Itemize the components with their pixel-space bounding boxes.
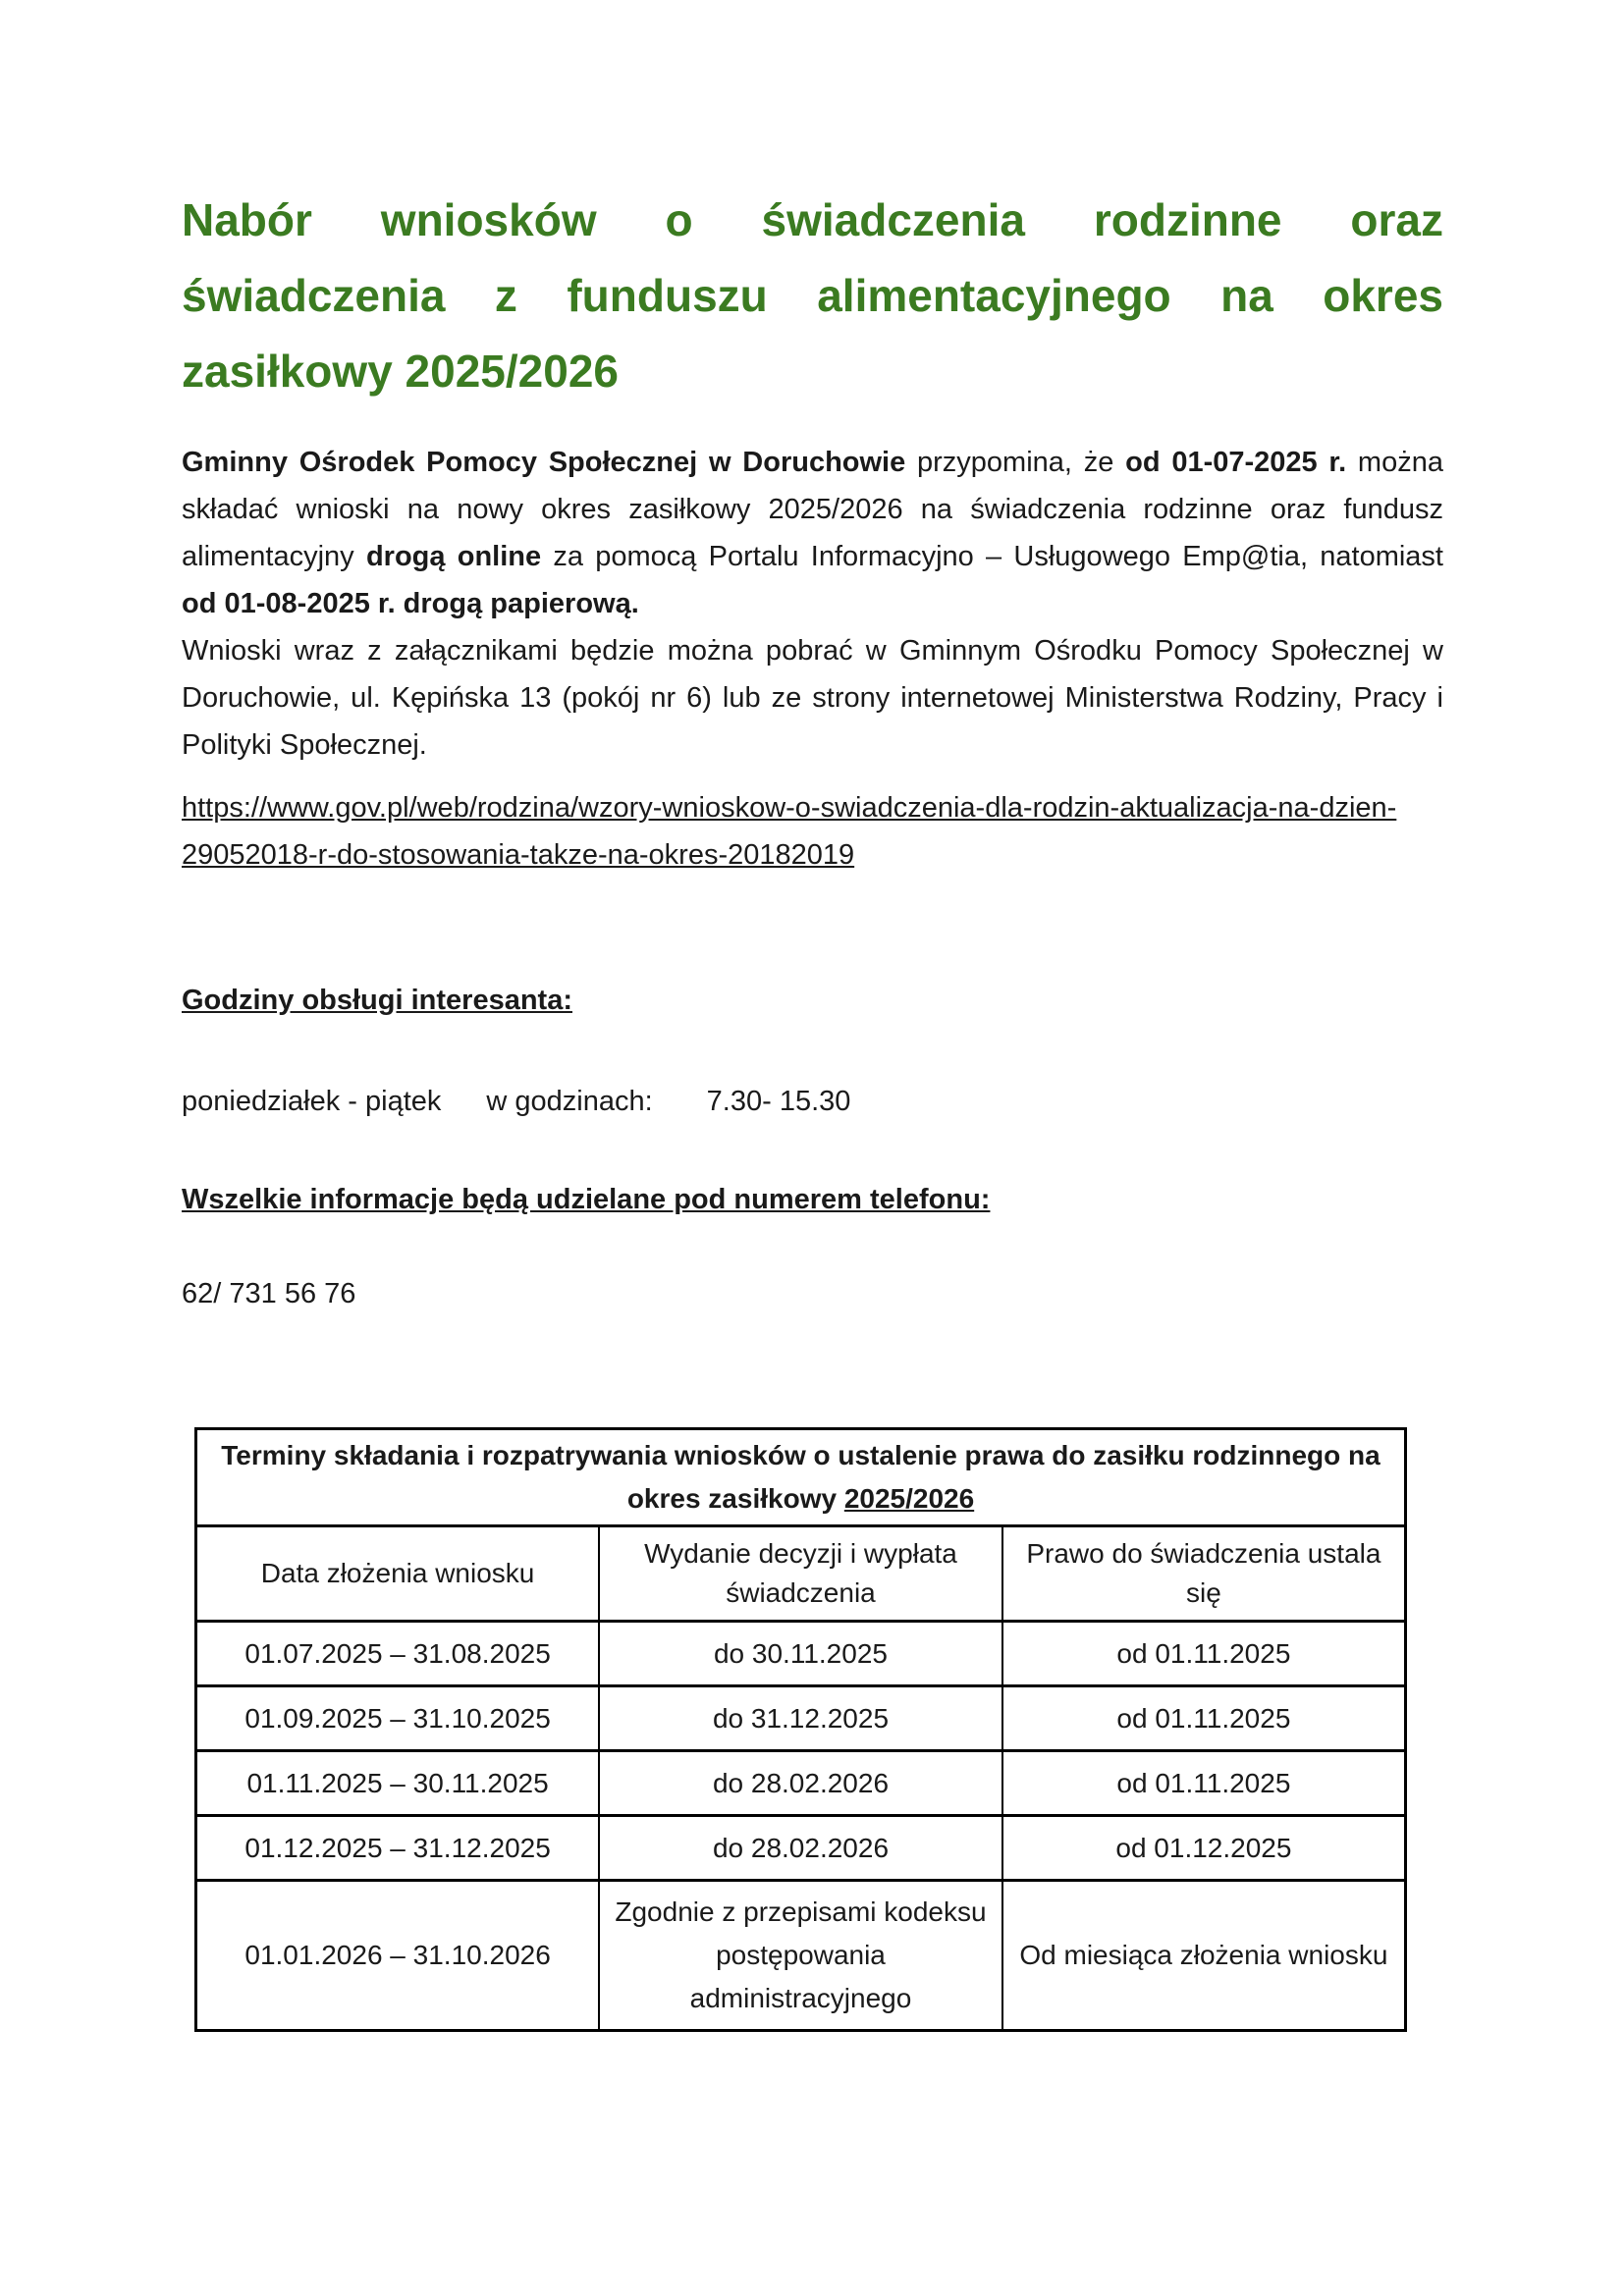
table-title-cell	[196, 1429, 1406, 1526]
column-header-submission-date: Data złożenia wniosku	[196, 1526, 600, 1622]
page-title	[182, 183, 1443, 409]
phone-info-heading: Wszelkie informacje będą udzielane pod numerem telefonu:	[182, 1184, 991, 1215]
office-days: poniedziałek - piątek	[182, 1086, 442, 1117]
table-cell: Zgodnie z przepisami kodeksu postępowania administracyjnego	[599, 1881, 1002, 2031]
droga-online-bold: drogą online	[365, 541, 542, 572]
table-cell: do 31.12.2025	[599, 1686, 1002, 1751]
page-title-line-1: Nabór wniosków o świadczenia rodzinne oraz	[182, 194, 1443, 245]
table-cell: od 01.11.2025	[1002, 1686, 1406, 1751]
table-cell: 01.07.2025 – 31.08.2025	[196, 1622, 600, 1686]
table-row	[196, 1686, 1406, 1751]
table-cell: 01.11.2025 – 30.11.2025	[196, 1751, 600, 1816]
office-hours-line	[182, 1078, 1443, 1125]
hours-value: 7.30- 15.30	[706, 1086, 851, 1117]
link-paragraph	[182, 784, 1443, 879]
table-row	[196, 1751, 1406, 1816]
page-title-line-3: zasiłkowy 2025/2026	[182, 346, 619, 397]
pickup-paragraph: Wnioski wraz z załącznikami będzie można pobrać w Gminnym Ośrodku Pomocy Społecznej w Doruchowie, ul. Kępińska 13 (pokój nr 6) lub ze strony internetowej Ministerstwa Rodziny, Pracy i Polityki Społecznej.	[182, 635, 1443, 761]
gov-forms-link[interactable]: https://www.gov.pl/web/rodzina/wzory-wnioskow-o-swiadczenia-dla-rodzin-aktualizacja-na-dzien-29052018-r-do-stosowania-takze-na-okres-20182019	[182, 792, 1397, 871]
table-cell: od 01.12.2025	[1002, 1816, 1406, 1881]
table-cell: 01.09.2025 – 31.10.2025	[196, 1686, 600, 1751]
page-title-line-2: świadczenia z funduszu alimentacyjnego na okres	[182, 270, 1443, 321]
table-cell: od 01.11.2025	[1002, 1751, 1406, 1816]
column-header-decision-payment: Wydanie decyzji i wypłata świadczenia	[599, 1526, 1002, 1622]
paper-start-date-bold: od 01-08-2025 r. drogą papierową.	[182, 588, 639, 619]
table-header-row	[196, 1526, 1406, 1622]
table-title-period: 2025/2026	[843, 1483, 975, 1514]
hours-label: w godzinach:	[486, 1086, 653, 1117]
table-cell: 01.01.2026 – 31.10.2026	[196, 1881, 600, 2031]
online-start-date-bold: od 01-07-2025 r.	[1125, 447, 1347, 478]
table-row	[196, 1881, 1406, 2031]
intro-text-1: przypomina, że	[905, 447, 1126, 478]
table-title-text: Terminy składania i rozpatrywania wniosków o ustalenie prawa do zasiłku rodzinnego na okres zasiłkowy	[221, 1440, 1380, 1514]
intro-text-3: za pomocą Portalu Informacyjno – Usługowego Emp@tia, natomiast	[541, 541, 1443, 572]
table-cell: od 01.11.2025	[1002, 1622, 1406, 1686]
table-row	[196, 1816, 1406, 1881]
table-cell: do 28.02.2026	[599, 1751, 1002, 1816]
terms-table	[194, 1427, 1407, 2032]
intro-paragraph	[182, 439, 1443, 627]
table-title-row	[196, 1429, 1406, 1526]
column-header-entitlement: Prawo do świadczenia ustala się	[1002, 1526, 1406, 1622]
office-hours-heading: Godziny obsługi interesanta:	[182, 985, 572, 1016]
table-cell: do 28.02.2026	[599, 1816, 1002, 1881]
phone-number: 62/ 731 56 76	[182, 1278, 356, 1309]
table-cell: do 30.11.2025	[599, 1622, 1002, 1686]
intro-text-2: można składać wnioski na nowy okres zasiłkowy 2025/2026 na świadczenia rodzinne oraz fundusz alimentacyjny	[182, 447, 1443, 572]
table-cell: 01.12.2025 – 31.12.2025	[196, 1816, 600, 1881]
table-row	[196, 1622, 1406, 1686]
table-cell: Od miesiąca złożenia wniosku	[1002, 1881, 1406, 2031]
org-name-bold: Gminny Ośrodek Pomocy Społecznej w Doruchowie	[182, 447, 906, 478]
